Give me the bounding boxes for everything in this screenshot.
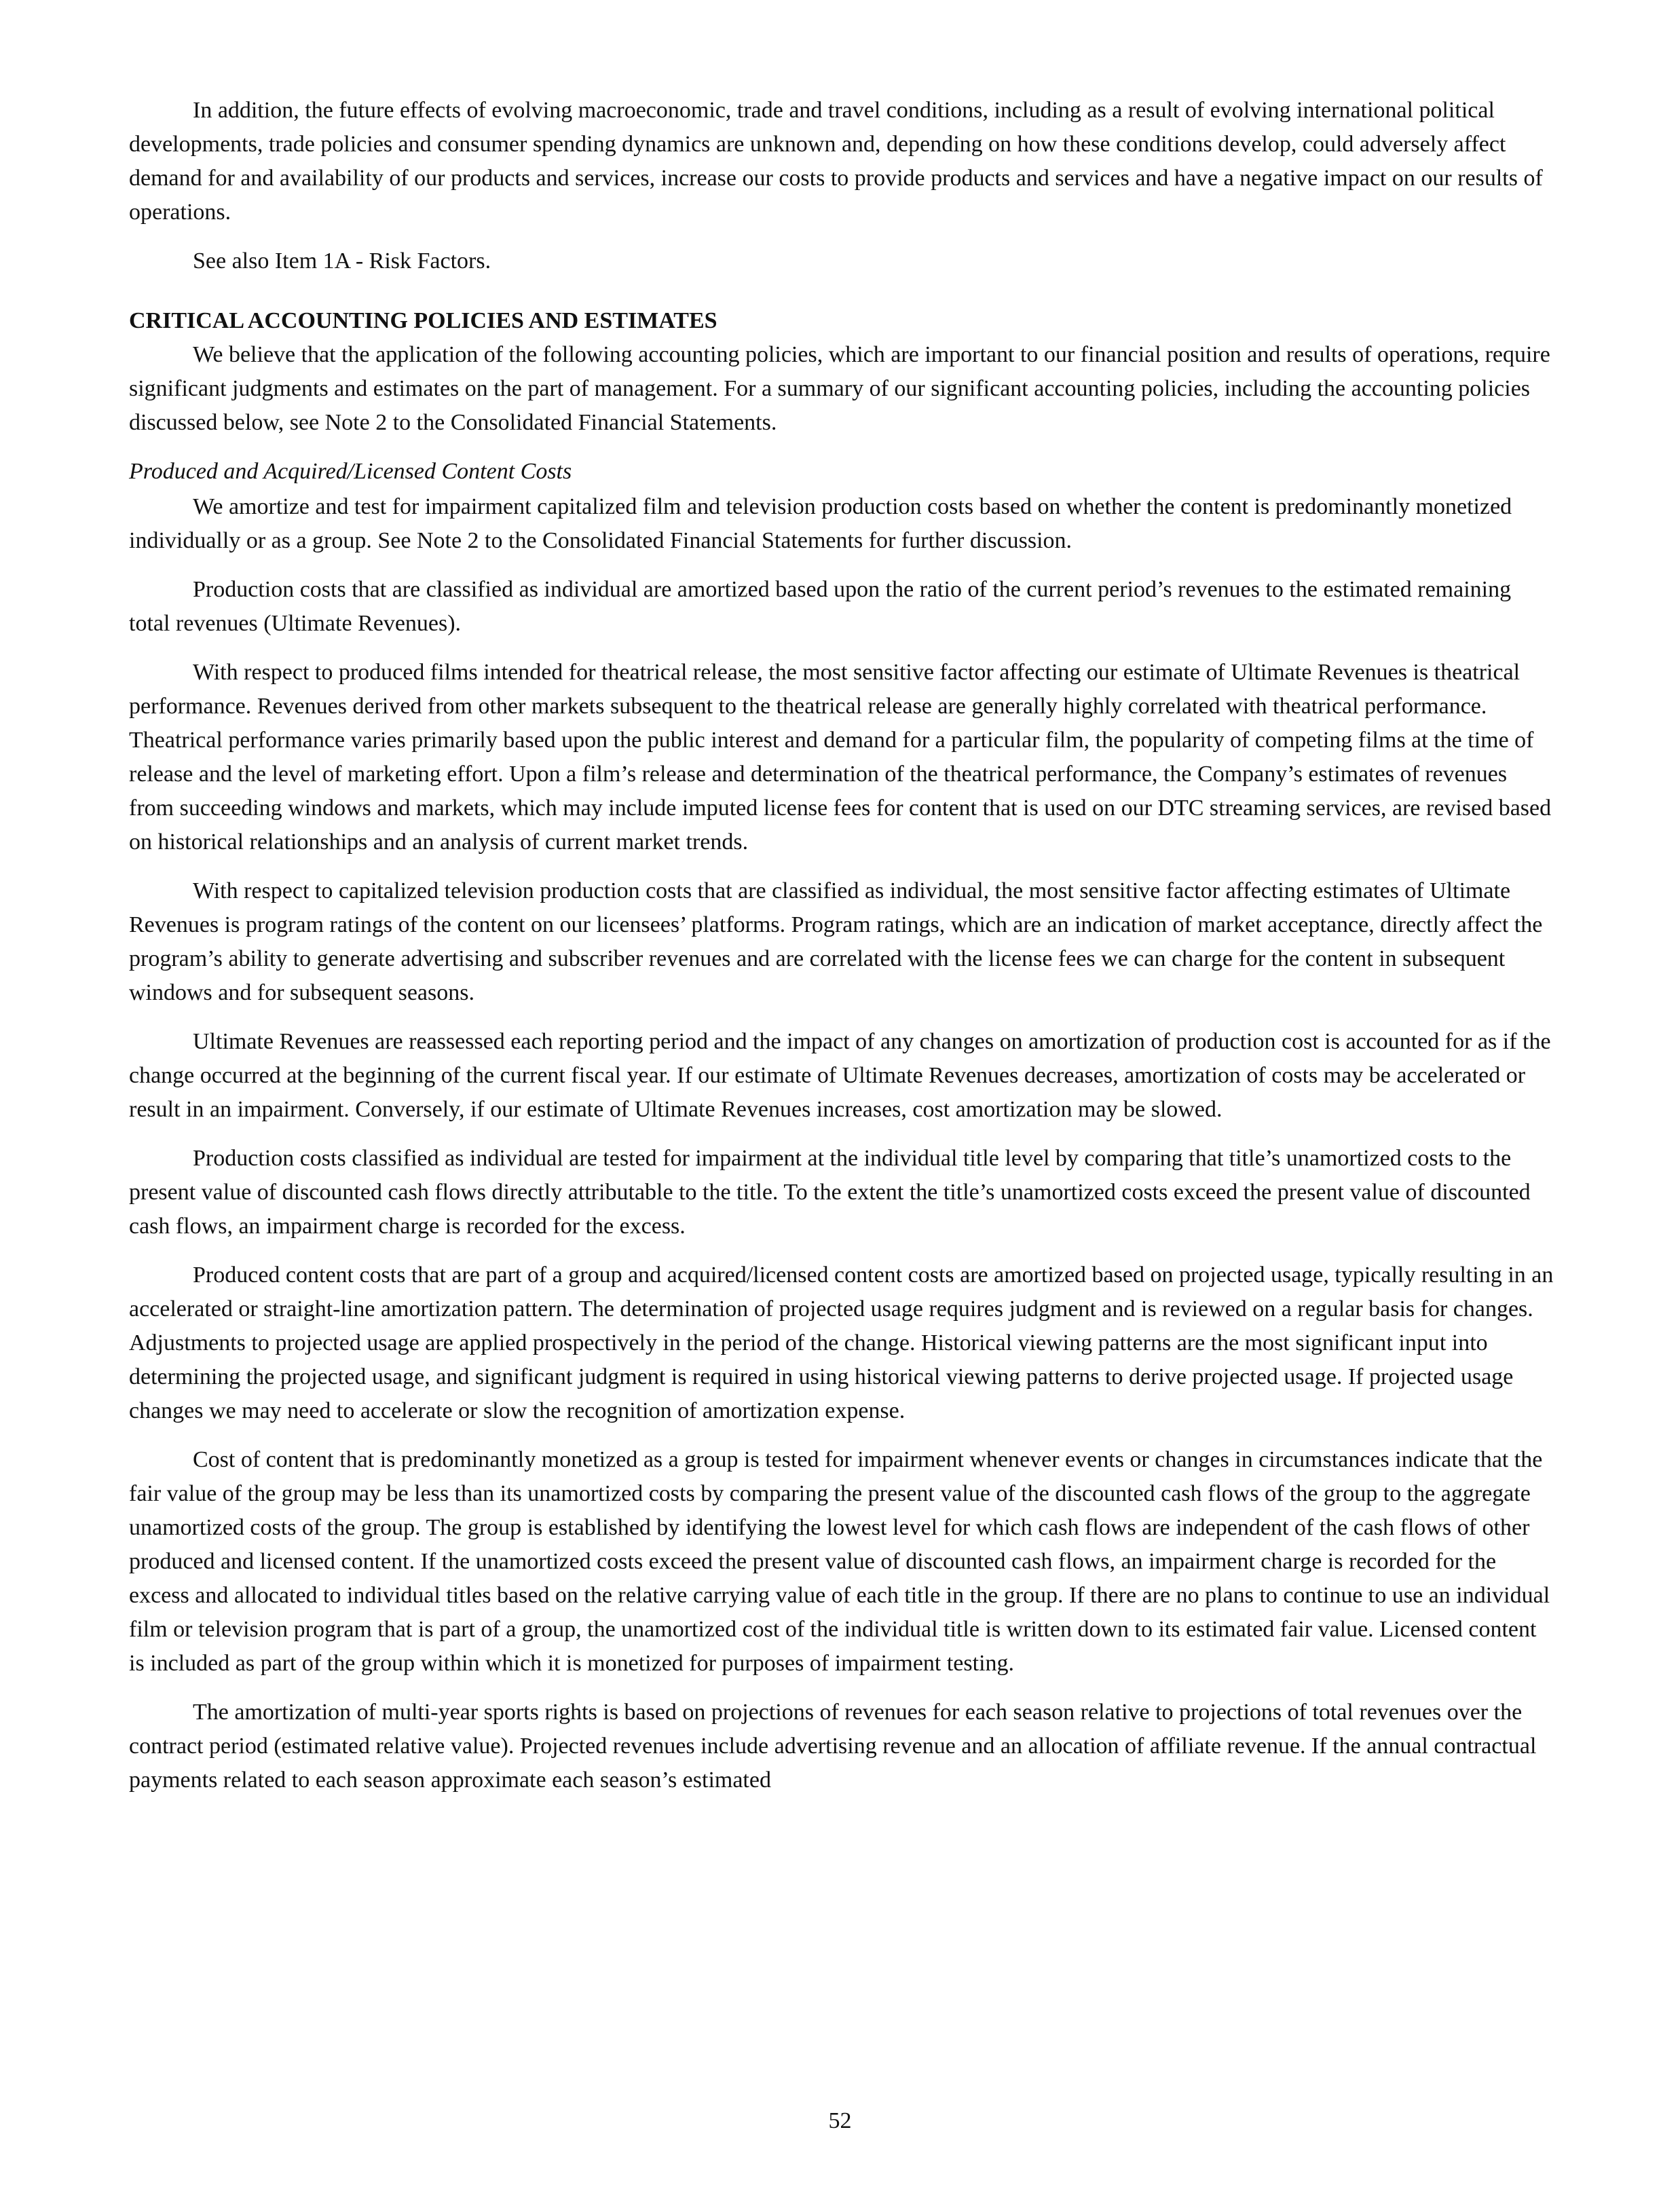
body-paragraph: Production costs that are classified as individual are amortized based upon the ratio of the current period’s revenues to the estimated remaining total revenues (Ultimate Revenues). bbox=[129, 577, 1512, 636]
body-paragraph: Ultimate Revenues are reassessed each reporting period and the impact of any changes on amortization of production cost is accounted for as if the change occurred at the beginning of the current fiscal year. If our estimate of Ultimate Revenues decreases, amortization of costs may be accelerated or result in an impairment. Conversely, if our estimate of Ultimate Revenues increases, cost amortization may be slowed. bbox=[129, 1029, 1551, 1122]
section-intro-paragraph: We believe that the application of the following accounting policies, which are important to our financial position and results of operations, require significant judgments and estimates on the part of management. For a summary of our significant accounting policies, including the accounting policies discussed below, see Note 2 to the Consolidated Financial Statements. bbox=[129, 342, 1550, 435]
body-paragraph: The amortization of multi-year sports rights is based on projections of revenues for each season relative to projections of total revenues over the contract period (estimated relative value). Projected revenues include advertising revenue and an allocation of affiliate revenue. If the annual contractual payments related to each season approximate each season’s estimated bbox=[129, 1700, 1537, 1793]
body-paragraph: With respect to capitalized television production costs that are classified as individual, the most sensitive factor affecting estimates of Ultimate Revenues is program ratings of the content on our licensees’ platforms. Program ratings, which are an indication of market acceptance, directly affect the program’s ability to generate advertising and subscriber revenues and are correlated with the license fees we can charge for the content in subsequent windows and for subsequent seasons. bbox=[129, 878, 1543, 1005]
body-paragraph: In addition, the future effects of evolving macroeconomic, trade and travel conditions, including as a result of evolving international political developments, trade policies and consumer spending dynamics are unknown and, depending on how these conditions develop, could adversely affect demand for and availability of our products and services, increase our costs to provide products and services and have a negative impact on our results of operations. bbox=[129, 98, 1543, 225]
section-heading: CRITICAL ACCOUNTING POLICIES AND ESTIMATES bbox=[129, 308, 717, 333]
body-paragraph: With respect to produced films intended for theatrical release, the most sensitive factor affecting our estimate of Ultimate Revenues is theatrical performance. Revenues derived from other markets subsequent to the theatrical release are generally highly correlated with theatrical performance. Theatrical performance varies primarily based upon the public interest and demand for a particular film, the popularity of competing films at the time of release and the level of marketing effort. Upon a film’s release and determination of the theatrical performance, the Company’s estimates of revenues from succeeding windows and markets, which may include imputed license fees for content that is used on our DTC streaming services, are revised based on historical relationships and an analysis of current market trends. bbox=[129, 660, 1552, 855]
page-body bbox=[129, 94, 1554, 1812]
subsection-heading: Produced and Acquired/Licensed Content Costs bbox=[129, 459, 572, 484]
body-paragraph: We amortize and test for impairment capitalized film and television production costs based on whether the content is predominantly monetized individually or as a group. See Note 2 to the Consolidated Financial Statements for further discussion. bbox=[129, 494, 1512, 553]
body-paragraph: Produced content costs that are part of a group and acquired/licensed content costs are amortized based on projected usage, typically resulting in an accelerated or straight-line amortization pattern. The determination of projected usage requires judgment and is reviewed on a regular basis for changes. Adjustments to projected usage are applied prospectively in the period of the change. Historical viewing patterns are the most significant input into determining the projected usage, and significant judgment is required in using historical viewing patterns to derive projected usage. If projected usage changes we may need to accelerate or slow the recognition of amortization expense. bbox=[129, 1262, 1554, 1423]
page-number: 52 bbox=[828, 2108, 852, 2133]
body-paragraph: Production costs classified as individual are tested for impairment at the individual title level by comparing that title’s unamortized costs to the present value of discounted cash flows directly attributable to the title. To the extent the title’s unamortized costs exceed the present value of discounted cash flows, an impairment charge is recorded for the excess. bbox=[129, 1146, 1531, 1239]
body-paragraph: Cost of content that is predominantly monetized as a group is tested for impairment whenever events or changes in circumstances indicate that the fair value of the group may be less than its unamortized costs by comparing the present value of the discounted cash flows of the group to the aggregate unamortized costs of the group. The group is established by identifying the lowest level for which cash flows are independent of the cash flows of other produced and licensed content. If the unamortized costs exceed the present value of discounted cash flows, an impairment charge is recorded for the excess and allocated to individual titles based on the relative carrying value of each title in the group. If there are no plans to continue to use an individual film or television program that is part of a group, the unamortized cost of the individual title is written down to its estimated fair value. Licensed content is included as part of the group within which it is monetized for purposes of impairment testing. bbox=[129, 1447, 1550, 1676]
body-paragraph: See also Item 1A - Risk Factors. bbox=[193, 248, 491, 274]
